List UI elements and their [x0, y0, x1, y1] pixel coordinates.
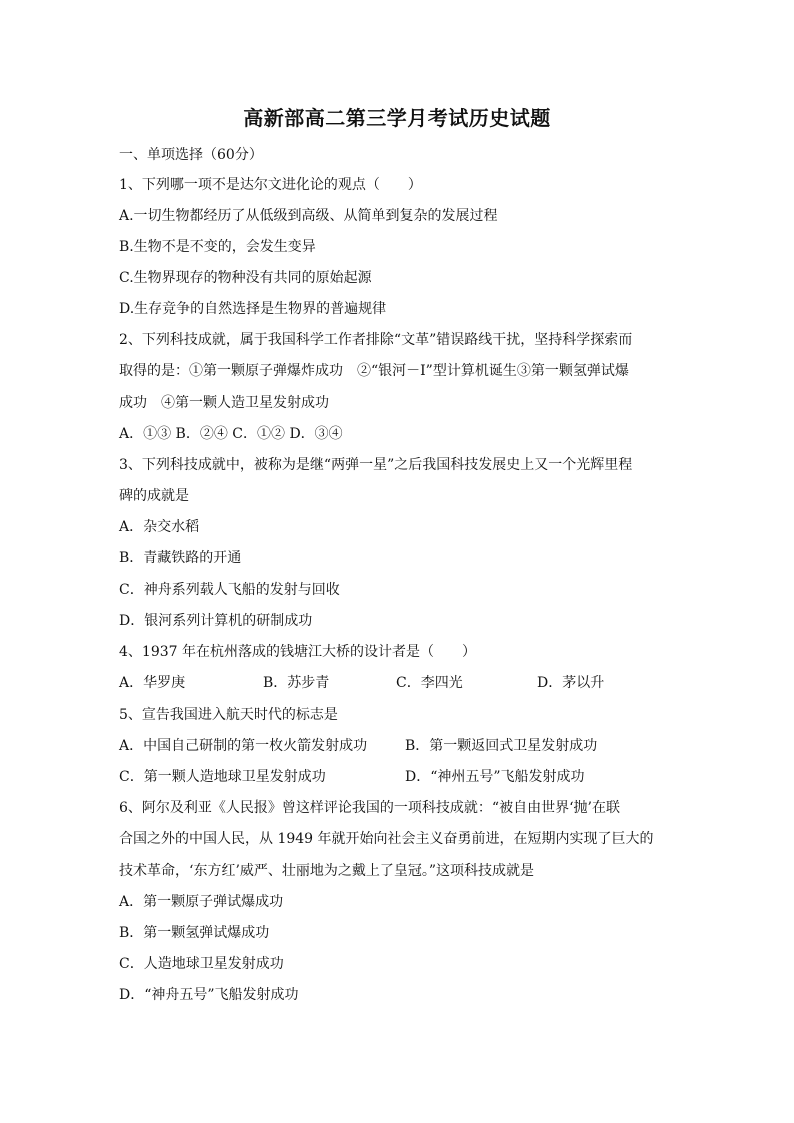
q4-stem: 4、1937 年在杭州落成的钱塘江大桥的设计者是（ ） [119, 644, 476, 660]
q1-stem: 1、下列哪一项不是达尔文进化论的观点（ ） [119, 177, 422, 193]
q4-option-c: C．李四光 [396, 675, 463, 691]
q5-option-b: B．第一颗返回式卫星发射成功 [405, 738, 598, 754]
q6-option-b: B．第一颗氢弹试爆成功 [119, 925, 270, 941]
q2-stem-line-2: 取得的是：①第一颗原子弹爆炸成功 ②“银河－Ⅰ”型计算机诞生③第一颗氢弹试爆 [119, 363, 629, 379]
q3-option-a: A．杂交水稻 [119, 519, 200, 535]
exam-title: 高新部高二第三学月考试历史试题 [243, 106, 551, 130]
q4-option-a: A．华罗庚 [119, 675, 186, 691]
q5-stem: 5、宣告我国进入航天时代的标志是 [119, 707, 338, 723]
q5-option-c: C．第一颗人造地球卫星发射成功 [119, 769, 326, 785]
section-heading: 一、单项选择（60分） [119, 147, 263, 163]
q6-stem-line-1: 6、阿尔及利亚《人民报》曾这样评论我国的一项科技成就：“被自由世界‘抛’在联 [119, 800, 620, 816]
q6-stem-line-3: 技术革命，‘东方红’威严、壮丽地为之戴上了皇冠。”这项科技成就是 [119, 863, 535, 879]
q3-stem-line-2: 碑的成就是 [119, 488, 189, 504]
q6-option-a: A．第一颗原子弹试爆成功 [119, 894, 284, 910]
q1-option-d: D.生存竞争的自然选择是生物界的普遍规律 [119, 301, 387, 317]
q3-option-c: C．神舟系列载人飞船的发射与回收 [119, 582, 340, 598]
q2-options: A．①③ B．②④ C．①② D．③④ [119, 426, 343, 442]
q1-option-b: B.生物不是不变的，会发生变异 [119, 239, 316, 255]
q3-option-d: D．银河系列计算机的研制成功 [119, 613, 313, 629]
q1-option-a: A.一切生物都经历了从低级到高级、从简单到复杂的发展过程 [119, 208, 498, 224]
q3-option-b: B．青藏铁路的开通 [119, 550, 242, 566]
q5-option-a: A．中国自己研制的第一枚火箭发射成功 [119, 738, 368, 754]
q4-option-b: B．苏步青 [263, 675, 330, 691]
q6-stem-line-2: 合国之外的中国人民，从 1949 年就开始向社会主义奋勇前进，在短期内实现了巨大的 [119, 831, 654, 847]
q6-option-c: C．人造地球卫星发射成功 [119, 956, 284, 972]
q3-stem-line-1: 3、下列科技成就中，被称为是继“两弹一星”之后我国科技发展史上又一个光辉里程 [119, 457, 633, 473]
q1-option-c: C.生物界现存的物种没有共同的原始起源 [119, 270, 372, 286]
q6-option-d: D．“神舟五号”飞船发射成功 [119, 987, 299, 1003]
q5-option-d: D．“神州五号”飞船发射成功 [405, 769, 585, 785]
q2-stem-line-3: 成功 ④第一颗人造卫星发射成功 [119, 395, 329, 411]
q2-stem-line-1: 2、下列科技成就，属于我国科学工作者排除“文革”错误路线干扰，坚持科学探索而 [119, 332, 633, 348]
q4-option-d: D．茅以升 [537, 675, 605, 691]
